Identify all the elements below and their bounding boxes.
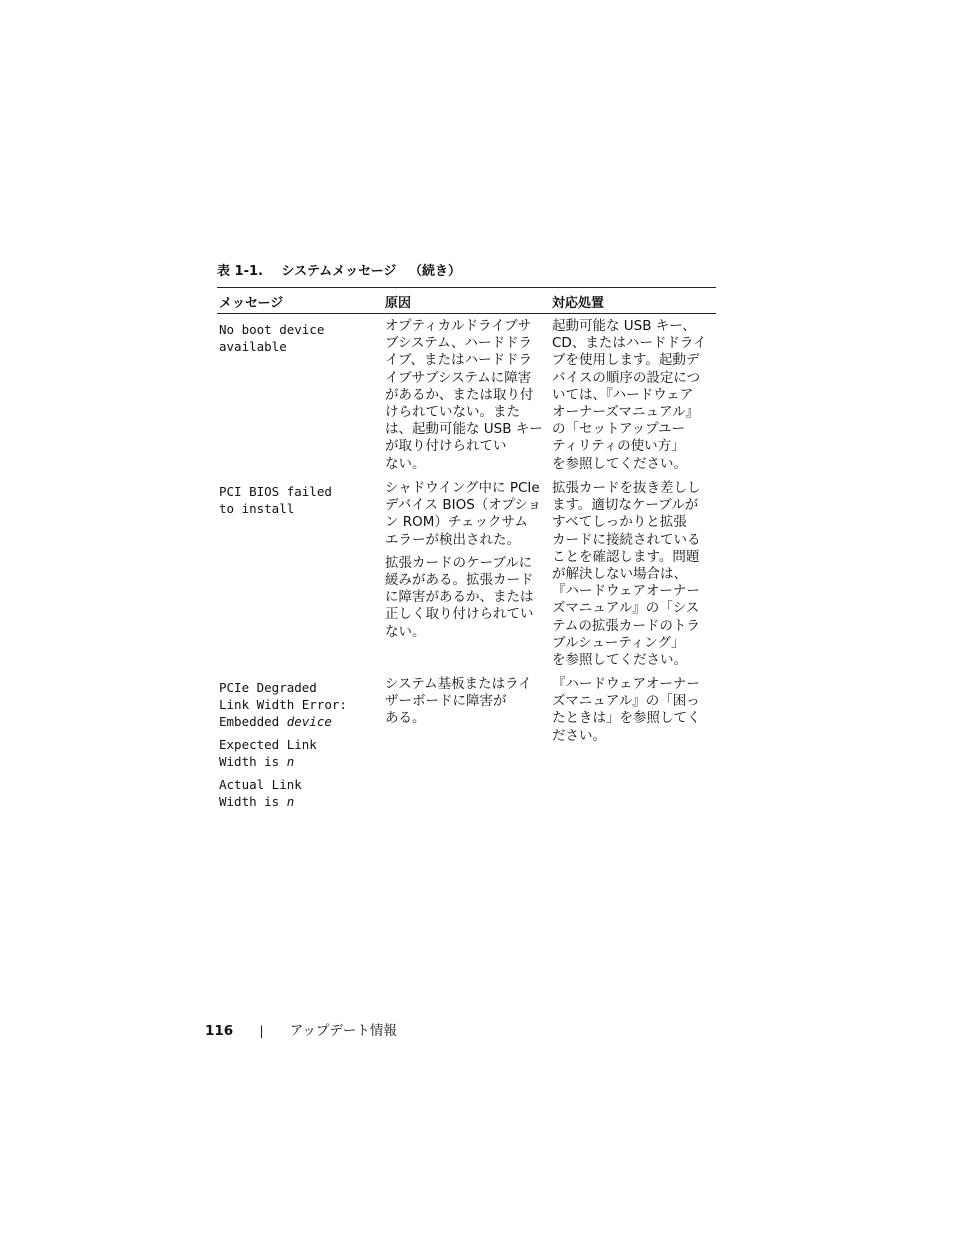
message-line: Width is — [219, 754, 287, 769]
message-variable: n — [286, 794, 295, 809]
message-line: Embedded — [219, 714, 287, 729]
table-row — [217, 676, 716, 816]
message-cell: PCI BIOS failed to install — [219, 484, 332, 516]
footer-section-title: アップデート情報 — [289, 1023, 397, 1039]
cause-cell: オプティカルドライブサ ブシステム、ハードドラ イブ、またはハードドラ イブサブシステムに障害 があるか、または取り付 けられていない。また は、起動可能な USB キー が取り付けられてい ない。 — [385, 318, 543, 472]
message-line: Width is — [219, 794, 287, 809]
message-cell: No boot device available — [219, 322, 325, 354]
table-row — [217, 480, 716, 676]
table-header-row — [217, 287, 716, 314]
table-row — [217, 318, 716, 480]
footer-separator: | — [259, 1024, 264, 1038]
table-caption — [217, 260, 461, 279]
message-paragraph — [219, 736, 379, 770]
page-footer — [205, 1019, 397, 1039]
header-message: メッセージ — [219, 296, 284, 311]
message-variable: device — [286, 714, 332, 729]
message-variable: n — [286, 754, 295, 769]
header-action: 対応処置 — [552, 296, 605, 311]
message-paragraph — [219, 776, 379, 810]
table-title: システムメッセージ — [281, 264, 397, 279]
cause-cell: システム基板またはライ ザーボードに障害が ある。 — [385, 676, 532, 727]
cause-cell — [385, 480, 547, 641]
table-continued-label: （続き） — [408, 264, 461, 279]
message-line: Actual Link — [219, 777, 302, 792]
action-cell: 『ハードウェアオーナー ズマニュアル』の「困っ たときは」を参照してく ださい。 — [552, 676, 701, 744]
header-cause: 原因 — [385, 296, 412, 311]
message-line: Link Width Error: — [219, 697, 347, 712]
table-number: 表 1-1. — [217, 264, 263, 279]
system-messages-table — [217, 287, 716, 816]
message-cell — [219, 679, 379, 810]
message-line: PCIe Degraded — [219, 680, 317, 695]
action-cell: 拡張カードを抜き差しし ます。適切なケーブルが すべてしっかりと拡張 カードに接続されている ことを確認します。問題 が解決しない場合は、 『ハードウェアオーナー ズマニュアル』の「シス テムの拡張カードのトラ ブルシューティング」 を参照してください。 — [552, 480, 701, 669]
message-line: Expected Link — [219, 737, 317, 752]
page-number: 116 — [205, 1023, 234, 1039]
message-paragraph — [219, 679, 379, 730]
action-cell: 起動可能な USB キー、 CD、またはハードドライ ブを使用します。起動デ バイスの順序の設定につ いては、『ハードウェア オーナーズマニュアル』 の「セットアップユー ティリティの使い方」 を参照してください。 — [552, 318, 707, 472]
cause-paragraph: シャドウイング中に PCIe デバイス BIOS（オプショ ン ROM）チェックサム エラーが検出された。 — [385, 480, 542, 548]
cause-paragraph: 拡張カードのケーブルに 緩みがある。拡張カード に障害があるか、または 正しく取り付けられてい ない。 — [385, 554, 534, 640]
